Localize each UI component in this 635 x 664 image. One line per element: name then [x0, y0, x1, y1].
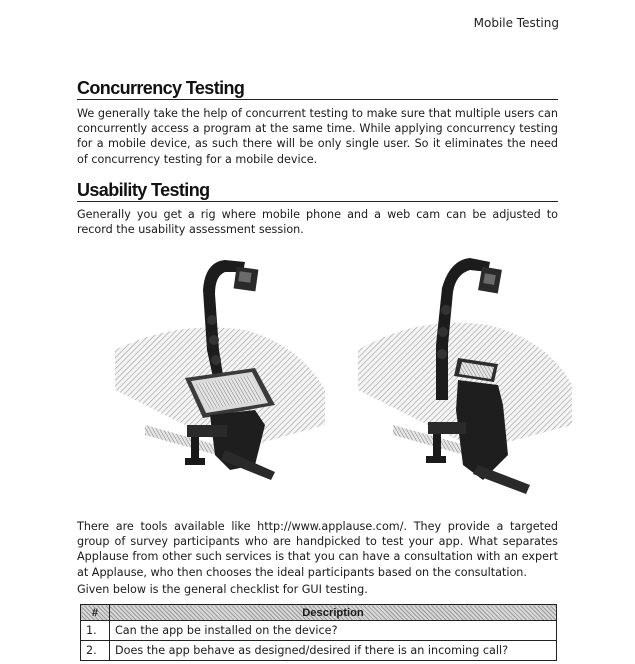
- section-title-concurrency: Concurrency Testing: [77, 78, 558, 100]
- checklist-intro: Given below is the general checklist for GUI testing.: [77, 583, 368, 596]
- column-header-number: #: [81, 605, 110, 621]
- usability-rig-phone-illustration: [358, 250, 573, 505]
- column-header-description: Description: [110, 605, 557, 621]
- applause-paragraph: There are tools available like http://www.applause.com/. They provide a targeted group of survey participants who are handpicked to test your app. What separates Applause from other such services is that you can have a consultation with an expert at Applause, who then chooses the ideal participants based on the consultation.: [77, 520, 558, 579]
- usability-rig-tablet-illustration: [115, 250, 327, 498]
- gui-checklist-table: [80, 604, 557, 661]
- row-number: 2.: [81, 641, 110, 661]
- section-title-usability: Usability Testing: [77, 180, 558, 202]
- table-row: [81, 621, 557, 641]
- table-row: [81, 641, 557, 661]
- row-number: 1.: [81, 621, 110, 641]
- usability-paragraph: Generally you get a rig where mobile phone and a web cam can be adjusted to record the usability assessment session.: [77, 208, 558, 237]
- concurrency-paragraph: We generally take the help of concurrent testing to make sure that multiple users can concurrently access a program at the same time. While applying concurrency testing for a mobile device, as such there will be only single user. So it eliminates the need of concurrency testing for a mobile device.: [77, 107, 558, 166]
- page-header-title: Mobile Testing: [473, 16, 559, 30]
- row-description: Can the app be installed on the device?: [110, 621, 557, 641]
- table-header-row: [81, 605, 557, 621]
- row-description: Does the app behave as designed/desired if there is an incoming call?: [110, 641, 557, 661]
